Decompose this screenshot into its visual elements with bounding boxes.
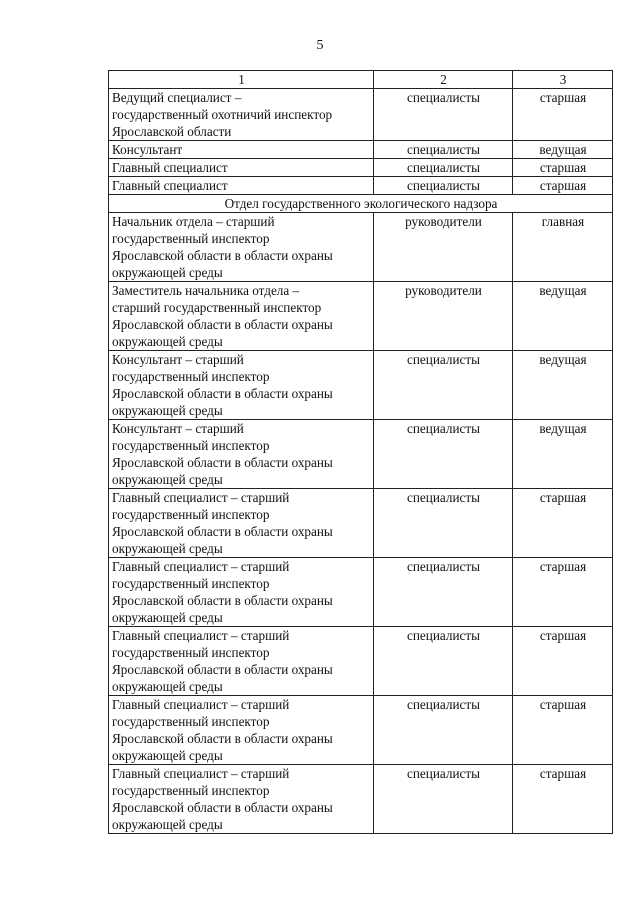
table-row bbox=[109, 351, 613, 420]
position-name: Консультант bbox=[109, 141, 374, 159]
position-name: Главный специалист – старший государственный инспектор Ярославской области в области охраны окружающей среды bbox=[109, 696, 374, 765]
position-group: старшая bbox=[513, 177, 613, 195]
table-row bbox=[109, 141, 613, 159]
position-category: специалисты bbox=[374, 696, 513, 765]
position-category: руководители bbox=[374, 213, 513, 282]
position-group: ведущая bbox=[513, 351, 613, 420]
position-name: Ведущий специалист – государственный охотничий инспектор Ярославской области bbox=[109, 89, 374, 141]
table-row bbox=[109, 89, 613, 141]
table-row bbox=[109, 558, 613, 627]
position-category: специалисты bbox=[374, 177, 513, 195]
position-category: специалисты bbox=[374, 558, 513, 627]
position-category: специалисты bbox=[374, 351, 513, 420]
position-name: Консультант – старший государственный инспектор Ярославской области в области охраны окружающей среды bbox=[109, 351, 374, 420]
table-row bbox=[109, 177, 613, 195]
position-category: специалисты bbox=[374, 765, 513, 834]
table-row bbox=[109, 765, 613, 834]
position-name: Заместитель начальника отдела – старший государственный инспектор Ярославской области в области охраны окружающей среды bbox=[109, 282, 374, 351]
position-name: Главный специалист bbox=[109, 177, 374, 195]
table-row bbox=[109, 489, 613, 558]
position-name: Главный специалист – старший государственный инспектор Ярославской области в области охраны окружающей среды bbox=[109, 765, 374, 834]
position-group: старшая bbox=[513, 696, 613, 765]
table-row bbox=[109, 159, 613, 177]
table-row bbox=[109, 213, 613, 282]
position-category: специалисты bbox=[374, 141, 513, 159]
section-row bbox=[109, 195, 613, 213]
column-header-2: 2 bbox=[374, 71, 513, 89]
positions-table bbox=[108, 70, 613, 834]
position-group: старшая bbox=[513, 159, 613, 177]
position-name: Главный специалист – старший государственный инспектор Ярославской области в области охраны окружающей среды bbox=[109, 558, 374, 627]
page-number: 5 bbox=[316, 38, 324, 53]
position-category: специалисты bbox=[374, 627, 513, 696]
position-group: старшая bbox=[513, 89, 613, 141]
position-group: старшая bbox=[513, 558, 613, 627]
position-category: специалисты bbox=[374, 489, 513, 558]
position-group: главная bbox=[513, 213, 613, 282]
position-group: ведущая bbox=[513, 141, 613, 159]
section-title: Отдел государственного экологического надзора bbox=[109, 195, 613, 213]
position-group: старшая bbox=[513, 627, 613, 696]
table-row bbox=[109, 696, 613, 765]
position-name: Начальник отдела – старший государственный инспектор Ярославской области в области охраны окружающей среды bbox=[109, 213, 374, 282]
table-row bbox=[109, 282, 613, 351]
position-group: ведущая bbox=[513, 420, 613, 489]
table-row bbox=[109, 627, 613, 696]
position-category: руководители bbox=[374, 282, 513, 351]
position-category: специалисты bbox=[374, 420, 513, 489]
column-header-1: 1 bbox=[109, 71, 374, 89]
position-name: Главный специалист – старший государственный инспектор Ярославской области в области охраны окружающей среды bbox=[109, 489, 374, 558]
position-name: Консультант – старший государственный инспектор Ярославской области в области охраны окружающей среды bbox=[109, 420, 374, 489]
position-group: старшая bbox=[513, 765, 613, 834]
position-category: специалисты bbox=[374, 89, 513, 141]
table-row bbox=[109, 420, 613, 489]
position-name: Главный специалист – старший государственный инспектор Ярославской области в области охраны окружающей среды bbox=[109, 627, 374, 696]
column-header-3: 3 bbox=[513, 71, 613, 89]
positions-table-body bbox=[109, 71, 613, 834]
table-header-row bbox=[109, 71, 613, 89]
position-name: Главный специалист bbox=[109, 159, 374, 177]
position-group: старшая bbox=[513, 489, 613, 558]
position-group: ведущая bbox=[513, 282, 613, 351]
position-category: специалисты bbox=[374, 159, 513, 177]
